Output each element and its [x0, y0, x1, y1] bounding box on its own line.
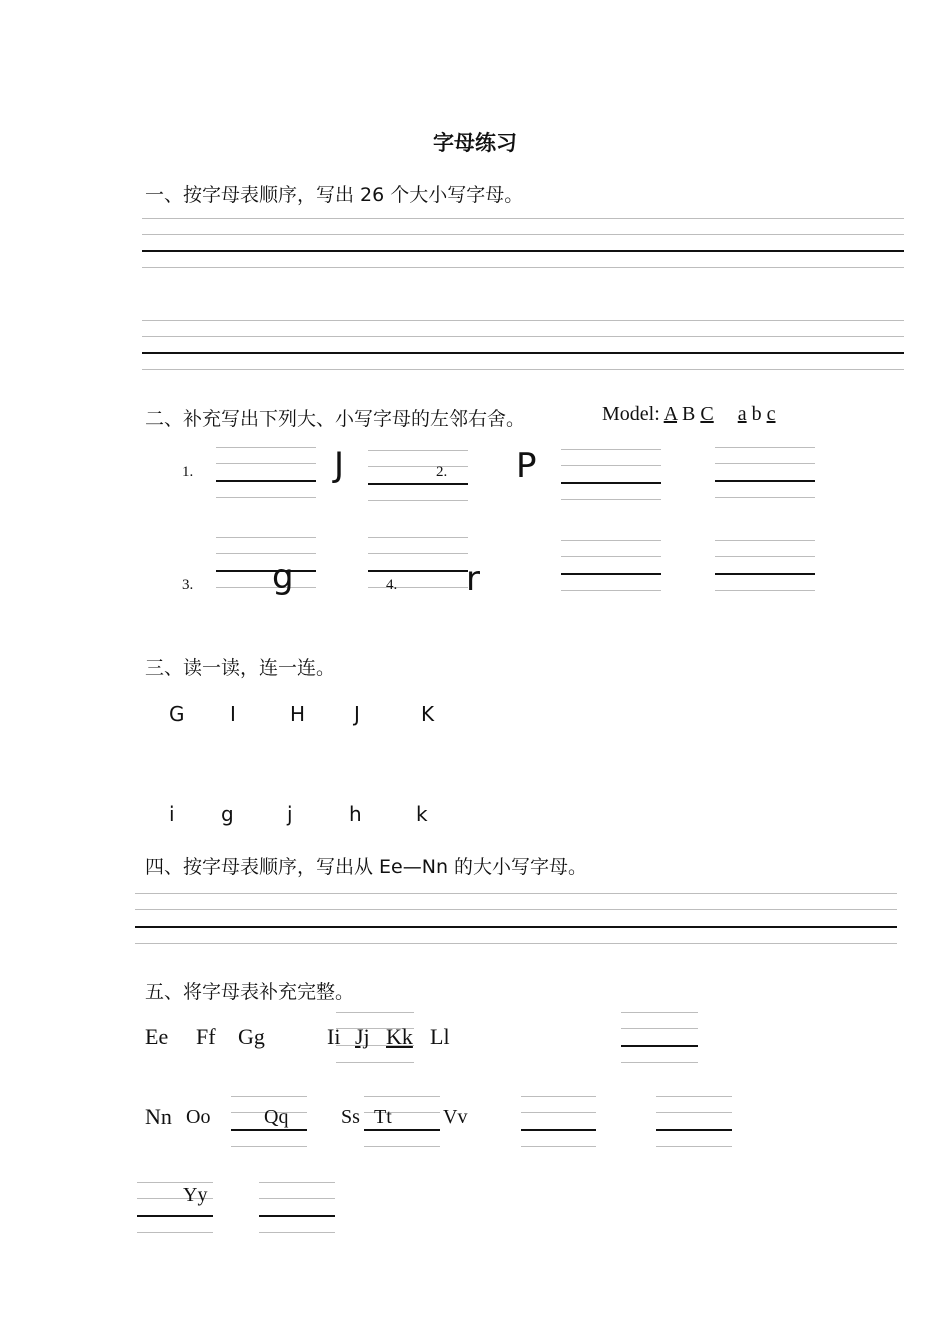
- match-upper-j[interactable]: J: [354, 702, 360, 726]
- model-lower-a: a: [737, 403, 747, 425]
- model-upper-a: A: [663, 403, 678, 425]
- answer-lines-2-right[interactable]: [715, 447, 815, 499]
- writing-lines-1a[interactable]: [142, 218, 904, 270]
- item-number-4: 4.: [386, 577, 398, 593]
- item-number-3: 3.: [182, 577, 194, 593]
- model-example: [602, 403, 776, 426]
- item-number-1: 1.: [182, 464, 194, 480]
- alphabet-ff: Ff: [196, 1024, 216, 1049]
- match-upper-g[interactable]: G: [169, 702, 185, 726]
- answer-lines-1-left[interactable]: [216, 447, 316, 499]
- alphabet-kk: Kk: [386, 1024, 413, 1049]
- alphabet-jj: Jj: [355, 1024, 370, 1049]
- model-upper-b: B: [682, 403, 696, 425]
- match-upper-i[interactable]: I: [230, 702, 236, 726]
- alphabet-tt: Tt: [374, 1106, 392, 1128]
- alphabet-nn: Nn: [145, 1104, 172, 1129]
- item-letter-1: J: [334, 445, 345, 485]
- answer-lines-3-left[interactable]: [216, 537, 316, 589]
- section3-heading: 三、读一读，连一连。: [145, 657, 336, 679]
- alphabet-ii: Ii: [327, 1024, 341, 1049]
- match-lower-i[interactable]: i: [169, 802, 175, 826]
- alphabet-oo: Oo: [186, 1106, 211, 1128]
- match-lower-j[interactable]: j: [287, 802, 293, 826]
- answer-lines-2-left[interactable]: [561, 449, 661, 501]
- alphabet-gg: Gg: [238, 1024, 265, 1049]
- item-letter-2: P: [516, 446, 537, 486]
- match-lower-g[interactable]: g: [221, 802, 234, 826]
- match-upper-k[interactable]: K: [421, 702, 435, 726]
- blank-grid-mm[interactable]: [621, 1012, 698, 1064]
- item-number-2: 2.: [436, 464, 448, 480]
- writing-lines-4[interactable]: [135, 893, 897, 945]
- writing-lines-1b[interactable]: [142, 320, 904, 372]
- model-upper-c: C: [700, 403, 714, 425]
- item-letter-3: g: [272, 557, 294, 597]
- page-title: 字母练习: [433, 131, 517, 155]
- blank-grid-ww[interactable]: [521, 1096, 596, 1148]
- model-lower-c: c: [766, 403, 776, 425]
- alphabet-ll: Ll: [430, 1024, 450, 1049]
- model-lower-b: b: [751, 403, 762, 425]
- match-lower-h[interactable]: h: [349, 802, 362, 826]
- alphabet-ss: Ss: [341, 1106, 360, 1128]
- answer-lines-1-right[interactable]: [368, 450, 468, 502]
- model-label: Model:: [602, 403, 660, 425]
- section4-heading: 四、按字母表顺序，写出从 Ee—Nn 的大小写字母。: [145, 856, 588, 878]
- answer-lines-3-right[interactable]: [368, 537, 468, 589]
- match-lower-k[interactable]: k: [416, 802, 428, 826]
- alphabet-ee: Ee: [145, 1024, 169, 1049]
- section5-heading: 五、将字母表补充完整。: [145, 981, 355, 1003]
- alphabet-vv: Vv: [443, 1106, 468, 1128]
- item-letter-4: r: [466, 559, 480, 599]
- answer-lines-4-right[interactable]: [715, 540, 815, 592]
- alphabet-yy: Yy: [183, 1184, 208, 1206]
- section2-heading: 二、补充写出下列大、小写字母的左邻右舍。: [145, 408, 526, 430]
- match-upper-h[interactable]: H: [290, 702, 306, 726]
- blank-grid-xx[interactable]: [656, 1096, 732, 1148]
- answer-lines-4-left[interactable]: [561, 540, 661, 592]
- blank-grid-zz[interactable]: [259, 1182, 335, 1234]
- alphabet-qq: Qq: [264, 1106, 289, 1128]
- section1-heading: 一、按字母表顺序，写出 26 个大小写字母。: [145, 184, 524, 206]
